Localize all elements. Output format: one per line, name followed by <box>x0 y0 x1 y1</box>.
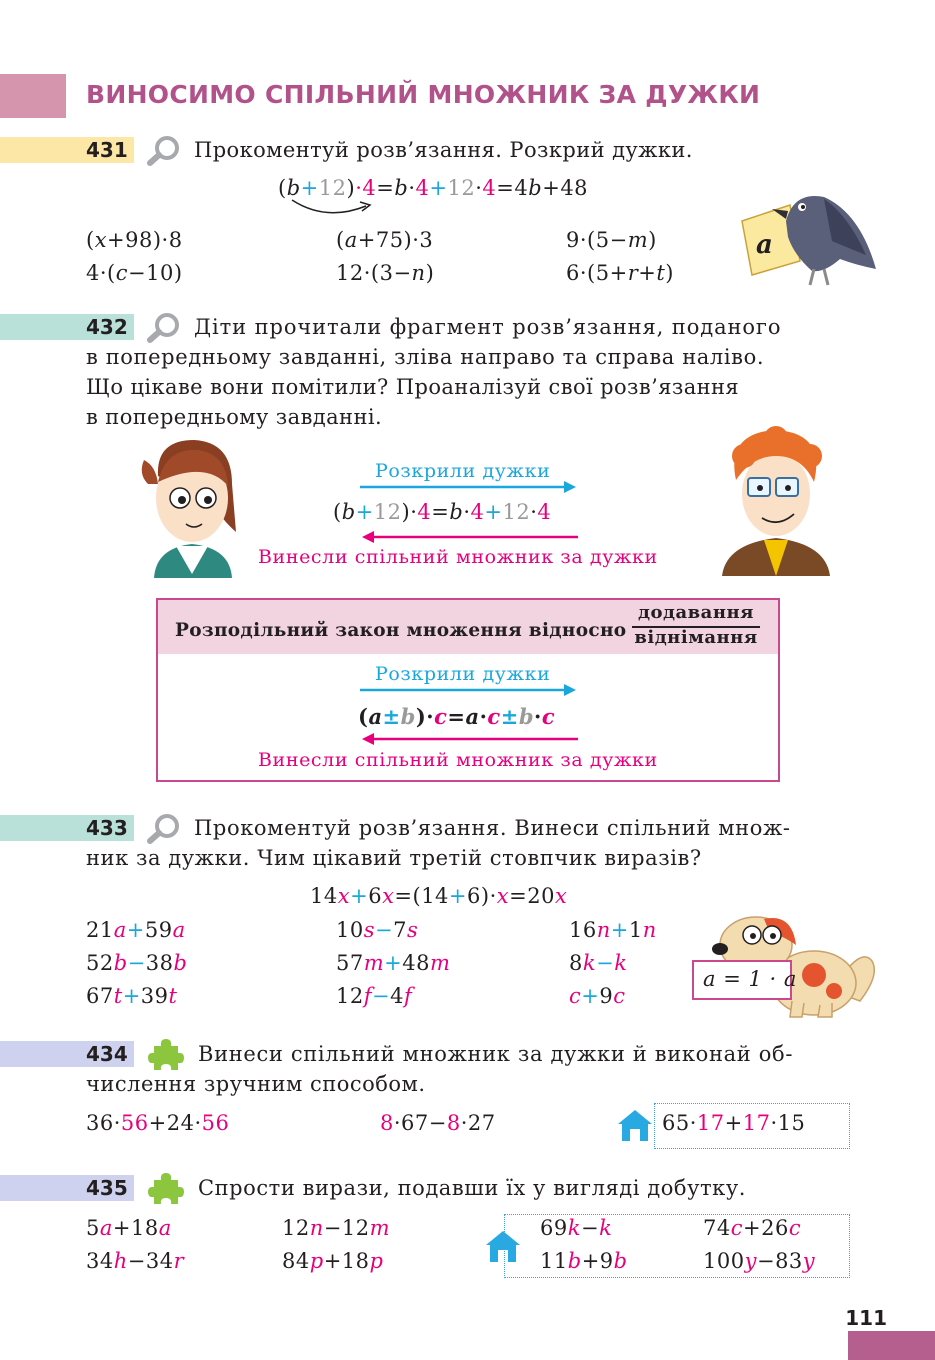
task-433-line-2: ник за дужки. Чим цікавий третій стовпчик виразів? <box>86 846 702 870</box>
task-number-435: 435 <box>86 1176 128 1200</box>
task-434-line-2: числення зручним способом. <box>86 1072 426 1096</box>
magnifier-icon <box>147 134 183 166</box>
task-432-line-1: Діти прочитали фрагмент розв’язання, поданого <box>194 315 782 339</box>
expr-433-9: c+9c <box>569 984 626 1008</box>
task-433-line-1: Прокоментуй розв’язання. Винеси спільний множ- <box>194 816 791 840</box>
arrow-label-expand: Розкрили дужки <box>375 460 551 482</box>
formula-432: (b+12)·4=b·4+12·4 <box>333 500 552 524</box>
expr-435-6: 74c+26c <box>703 1216 802 1240</box>
expr-435-8: 100y−83y <box>703 1249 816 1273</box>
task-number-431: 431 <box>86 138 128 162</box>
rule-title: Розподільний закон множення відносно <box>175 620 627 641</box>
rule-formula: (a±b)·c=a·c±b·c <box>358 704 556 729</box>
page-title: ВИНОСИМО СПІЛЬНИЙ МНОЖНИК ЗА ДУЖКИ <box>86 80 761 109</box>
expr-435-2: 12n−12m <box>282 1216 391 1240</box>
crow-illustration <box>728 185 880 287</box>
puzzle-icon <box>148 1036 184 1072</box>
expr-431-3: 9·(5−m) <box>566 228 657 252</box>
expr-433-7: 67t+39t <box>86 984 178 1008</box>
expr-435-1: 5a+18a <box>86 1216 172 1240</box>
arrow-left-icon <box>360 732 578 746</box>
expr-433-2: 10s−7s <box>336 918 419 942</box>
girl-illustration <box>136 436 246 578</box>
expand-arrow-icon <box>286 196 386 218</box>
expr-433-8: 12f−4f <box>336 984 413 1008</box>
expr-431-5: 12·(3−n) <box>336 261 435 285</box>
rule-frac-bottom: віднімання <box>634 627 758 648</box>
expr-434-3: 65·17+17·15 <box>662 1111 806 1135</box>
magnifier-icon <box>147 812 183 844</box>
task-432-line-2: в попередньому завданні, зліва направо та справа наліво. <box>86 345 765 369</box>
boy-illustration <box>718 426 836 576</box>
expr-435-3: 34h−34r <box>86 1249 185 1273</box>
expr-434-1: 36·56+24·56 <box>86 1111 230 1135</box>
expr-431-6: 6·(5+r+t) <box>566 261 674 285</box>
expr-433-3: 16n+1n <box>569 918 657 942</box>
task-432-line-4: в попередньому завданні. <box>86 405 383 429</box>
task-number-432: 432 <box>86 315 128 339</box>
rule-arrow-label-factor: Винесли спільний множник за дужки <box>258 749 658 771</box>
task-number-433: 433 <box>86 816 128 840</box>
example-431: (b+12)·4=b·4+12·4=4b+48 <box>278 176 589 200</box>
expr-435-4: 84p+18p <box>282 1249 384 1273</box>
task-431-text: Прокоментуй розв’язання. Розкрий дужки. <box>194 138 693 162</box>
task-432-line-3: Що цікаве вони помітили? Проаналізуй свої розв’язання <box>86 375 740 399</box>
page-number-bar <box>848 1331 935 1360</box>
arrow-label-factor: Винесли спільний множник за дужки <box>258 546 658 568</box>
expr-435-7: 11b+9b <box>540 1249 628 1273</box>
expr-431-4: 4·(c−10) <box>86 261 183 285</box>
note-identity: a = 1 · a <box>703 967 797 991</box>
expr-431-1: (x+98)·8 <box>86 228 183 252</box>
arrow-right-icon <box>360 480 578 494</box>
house-icon <box>616 1108 654 1142</box>
puzzle-icon <box>148 1170 184 1206</box>
expr-431-2: (a+75)·3 <box>336 228 434 252</box>
expr-435-5: 69k−k <box>540 1216 613 1240</box>
title-band <box>0 74 66 118</box>
task-434-line-1: Винеси спільний множник за дужки й виконай об- <box>198 1042 794 1066</box>
expr-433-4: 52b−38b <box>86 951 188 975</box>
rule-frac-top: додавання <box>638 602 754 623</box>
arrow-left-icon <box>360 530 578 544</box>
arrow-right-icon <box>360 683 578 697</box>
task-435-text: Спрости вирази, подавши їх у вигляді добутку. <box>198 1176 746 1200</box>
crow-card-letter: a <box>756 230 773 260</box>
expr-433-5: 57m+48m <box>336 951 451 975</box>
page-number: 111 <box>845 1306 887 1330</box>
expr-433-1: 21a+59a <box>86 918 186 942</box>
expr-434-2: 8·67−8·27 <box>380 1111 496 1135</box>
example-433: 14x+6x=(14+6)·x=20x <box>310 884 568 908</box>
expr-433-6: 8k−k <box>569 951 628 975</box>
rule-arrow-label-expand: Розкрили дужки <box>375 663 551 685</box>
magnifier-icon <box>147 311 183 343</box>
task-number-434: 434 <box>86 1042 128 1066</box>
